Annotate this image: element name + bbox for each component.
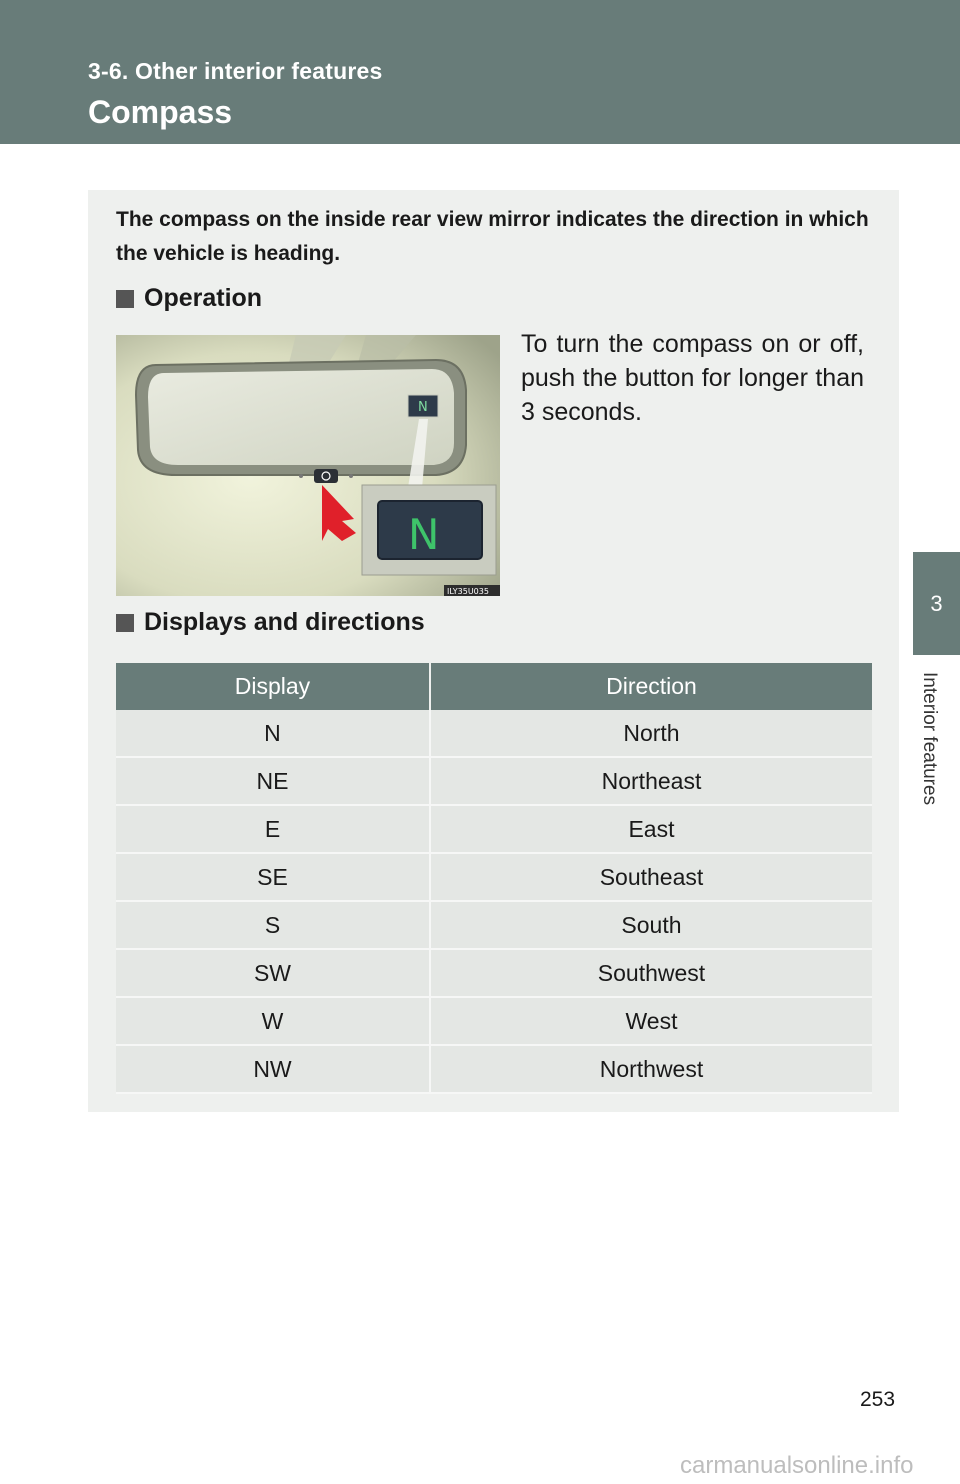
chapter-tab[interactable]: 3: [913, 552, 960, 655]
display-cell: N: [116, 710, 430, 757]
direction-cell: Northwest: [430, 1045, 872, 1093]
display-cell: S: [116, 901, 430, 949]
display-cell: NE: [116, 757, 430, 805]
watermark: carmanualsonline.info: [680, 1452, 914, 1479]
table-row: [116, 901, 872, 949]
intro-text: The compass on the inside rear view mirror indicates the direction in which the vehicle is heading.: [116, 208, 869, 265]
table-row: [116, 853, 872, 901]
column-header-display: Display: [116, 663, 430, 710]
direction-cell: Southeast: [430, 853, 872, 901]
mirror-illustration: [116, 335, 500, 596]
table-row: [116, 1045, 872, 1093]
table-row: [116, 997, 872, 1045]
table-row: [116, 949, 872, 997]
chapter-label: Interior features: [919, 672, 940, 806]
display-cell: SE: [116, 853, 430, 901]
page-title: Compass: [88, 94, 233, 130]
table-row: [116, 710, 872, 757]
column-header-direction: Direction: [430, 663, 872, 710]
displays-heading-label: Displays and directions: [144, 608, 425, 636]
bullet-square-icon: [116, 614, 134, 632]
table-header-row: [116, 663, 872, 710]
direction-cell: Southwest: [430, 949, 872, 997]
page-number: 253: [860, 1388, 896, 1411]
svg-text:N: N: [418, 400, 428, 415]
display-cell: NW: [116, 1045, 430, 1093]
section-label: 3-6. Other interior features: [88, 58, 383, 84]
operation-heading: [116, 284, 262, 313]
display-cell: W: [116, 997, 430, 1045]
operation-text: To turn the compass on or off, push the button for longer than 3 seconds.: [521, 330, 864, 426]
direction-cell: South: [430, 901, 872, 949]
direction-cell: North: [430, 710, 872, 757]
display-cell: SW: [116, 949, 430, 997]
directions-table: [116, 663, 872, 1094]
display-cell: E: [116, 805, 430, 853]
direction-cell: East: [430, 805, 872, 853]
table-row: [116, 757, 872, 805]
direction-cell: West: [430, 997, 872, 1045]
figure-code: ILY35U035: [447, 587, 489, 596]
operation-heading-label: Operation: [144, 284, 263, 312]
page-header: [0, 0, 960, 144]
displays-heading: [116, 608, 425, 637]
table-row: [116, 805, 872, 853]
bullet-square-icon: [116, 290, 134, 308]
direction-cell: Northeast: [430, 757, 872, 805]
display-letter: N: [408, 510, 440, 559]
